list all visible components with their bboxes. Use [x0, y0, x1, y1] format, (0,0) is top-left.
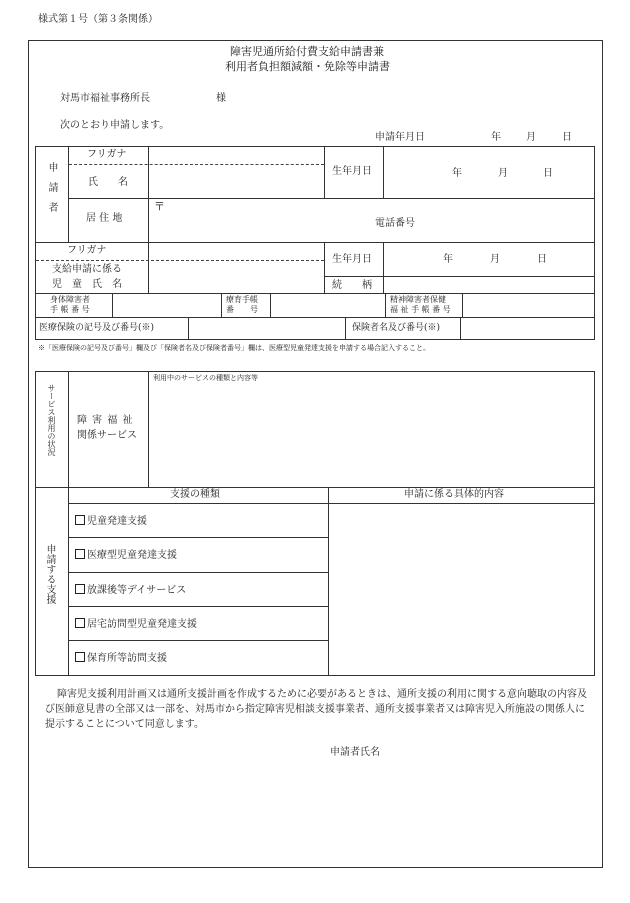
furigana-divider — [69, 164, 324, 165]
child-relation-field[interactable] — [384, 277, 594, 292]
rehab-handbook-field[interactable] — [271, 294, 385, 317]
mental-handbook-field[interactable] — [463, 294, 594, 317]
child-birth-month[interactable]: 月 — [490, 254, 500, 265]
child-birth-year[interactable]: 年 — [443, 254, 453, 265]
rehab-handbook-label-line1: 療育手帳 — [226, 295, 258, 304]
child-name-field[interactable] — [149, 262, 324, 292]
support-item-label: 児童発達支援 — [87, 516, 147, 527]
service-content-label: 利用中のサービスの種類と内容等 — [153, 374, 258, 382]
checkbox[interactable] — [75, 584, 85, 594]
grid-line — [345, 317, 346, 339]
furigana-divider — [36, 260, 324, 261]
insurer-field[interactable] — [461, 318, 594, 339]
child-birth-day[interactable]: 日 — [537, 254, 547, 265]
grid-line — [385, 293, 386, 317]
insurance-note: ※「医療保険の記号及び番号」欄及び「保険者名及び保険者番号」欄は、医療型児童発達支援を申請する場合記入すること。 — [38, 344, 430, 352]
applicant-birth-label: 生年月日 — [332, 166, 372, 177]
applicant-birth-day[interactable]: 日 — [543, 168, 553, 179]
support-item-after-school-day-service[interactable] — [75, 584, 186, 596]
grid-line — [68, 198, 595, 199]
grid-line — [68, 146, 69, 242]
grid-line — [35, 487, 595, 488]
mental-handbook-label-line2: 福 祉 手 帳 番 号 — [390, 305, 451, 314]
applicant-name-label: 氏 名 — [88, 177, 128, 188]
support-item-medical-child-development[interactable] — [75, 549, 177, 561]
applicant-address-label: 居 住 地 — [86, 213, 123, 224]
signature-field[interactable] — [390, 742, 590, 762]
mental-handbook-label-line1: 精神障害者保健 — [390, 295, 446, 304]
title-line2: 利用者負担額減額・免除等申請書 — [225, 60, 390, 73]
title-line1: 障害児通所給付費支給申請書兼 — [230, 45, 384, 58]
grid-line — [68, 572, 328, 573]
service-content-field[interactable] — [149, 386, 594, 486]
application-date-month[interactable]: 月 — [526, 132, 536, 143]
physical-handbook-label-line2: 手 帳 番 号 — [50, 305, 90, 314]
applicant-birth-year[interactable]: 年 — [452, 168, 462, 179]
grid-line — [68, 640, 328, 641]
support-item-label: 医療型児童発達支援 — [87, 550, 177, 561]
child-relation-label: 続 柄 — [332, 280, 372, 291]
checkbox[interactable] — [75, 549, 85, 559]
grid-line — [68, 537, 328, 538]
grid-line — [35, 371, 36, 675]
applicant-section-label: 申請者 — [46, 162, 57, 222]
signature-label: 申請者氏名 — [330, 747, 380, 758]
grid-line — [221, 293, 222, 317]
support-item-nursery-visit-support[interactable] — [75, 652, 167, 664]
application-date-year[interactable]: 年 — [491, 132, 501, 143]
service-status-section-label: サービス利用の状況 — [47, 384, 56, 456]
checkbox[interactable] — [75, 618, 85, 628]
support-item-label: 保育所等訪問支援 — [87, 653, 167, 664]
intro-text: 次のとおり申請します。 — [60, 120, 170, 131]
applicant-name-field[interactable] — [149, 166, 324, 197]
support-item-home-visit-child-development[interactable] — [75, 618, 197, 630]
consent-text: 障害児支援利用計画又は通所支援計画を作成するために必要があるときは、通所支援の利用に関する意向聴取の内容及び医師意見書の全部又は一部を、対馬市から指定障害児相談支援事業者、通所支援事業者又は障害児入所施設の関係人に提示することについて同意します。 — [45, 689, 587, 730]
child-birth-label: 生年月日 — [332, 254, 372, 265]
insurer-label: 保険者名及び番号(※) — [352, 323, 441, 333]
postal-mark: 〒 — [154, 200, 165, 213]
grid-line — [324, 242, 325, 293]
support-type-header: 支援の種類 — [170, 489, 220, 500]
physical-handbook-label-line1: 身体障害者 — [50, 295, 90, 304]
welfare-service-label-line2: 関係サービス — [77, 430, 137, 441]
child-furigana-label: フリガナ — [67, 245, 107, 256]
support-item-label: 居宅訪問型児童発達支援 — [87, 619, 197, 630]
insurance-number-field[interactable] — [189, 318, 345, 339]
welfare-service-label-line1: 障 害 福 祉 — [77, 415, 134, 426]
child-furigana-field[interactable] — [149, 243, 324, 259]
support-section-label: 申請する支援 — [44, 544, 55, 604]
physical-handbook-field[interactable] — [113, 294, 221, 317]
grid-line — [35, 371, 595, 372]
application-date-label: 申請年月日 — [375, 132, 425, 143]
addressee: 対馬市福祉事務所長 — [60, 93, 150, 104]
support-item-label: 放課後等デイサービス — [87, 585, 187, 596]
applicant-birth-month[interactable]: 月 — [498, 168, 508, 179]
form-id: 様式第１号（第３条関係） — [38, 14, 158, 25]
applicant-furigana-field[interactable] — [149, 147, 324, 164]
grid-line — [68, 371, 69, 675]
insurance-number-label: 医療保険の記号及び番号(※) — [39, 323, 155, 333]
support-item-child-development[interactable] — [75, 515, 147, 527]
rehab-handbook-label-line2: 番 号 — [226, 305, 258, 314]
support-detail-header: 申請に係る具体的内容 — [404, 489, 504, 500]
grid-line — [68, 606, 328, 607]
checkbox[interactable] — [75, 652, 85, 662]
checkbox[interactable] — [75, 515, 85, 525]
grid-line — [383, 146, 384, 198]
grid-line — [594, 371, 595, 675]
application-date-day[interactable]: 日 — [562, 132, 572, 143]
applicant-phone-label: 電話番号 — [375, 218, 415, 229]
grid-line — [324, 146, 325, 198]
support-detail-field[interactable] — [329, 504, 594, 674]
applicant-furigana-label: フリガナ — [87, 149, 127, 160]
grid-line — [35, 339, 595, 340]
child-name-label-line2: 児 童 氏 名 — [52, 279, 122, 290]
addressee-sama: 様 — [216, 93, 226, 104]
grid-line — [35, 675, 595, 676]
child-name-label-line1: 支給申請に係る — [52, 264, 122, 275]
